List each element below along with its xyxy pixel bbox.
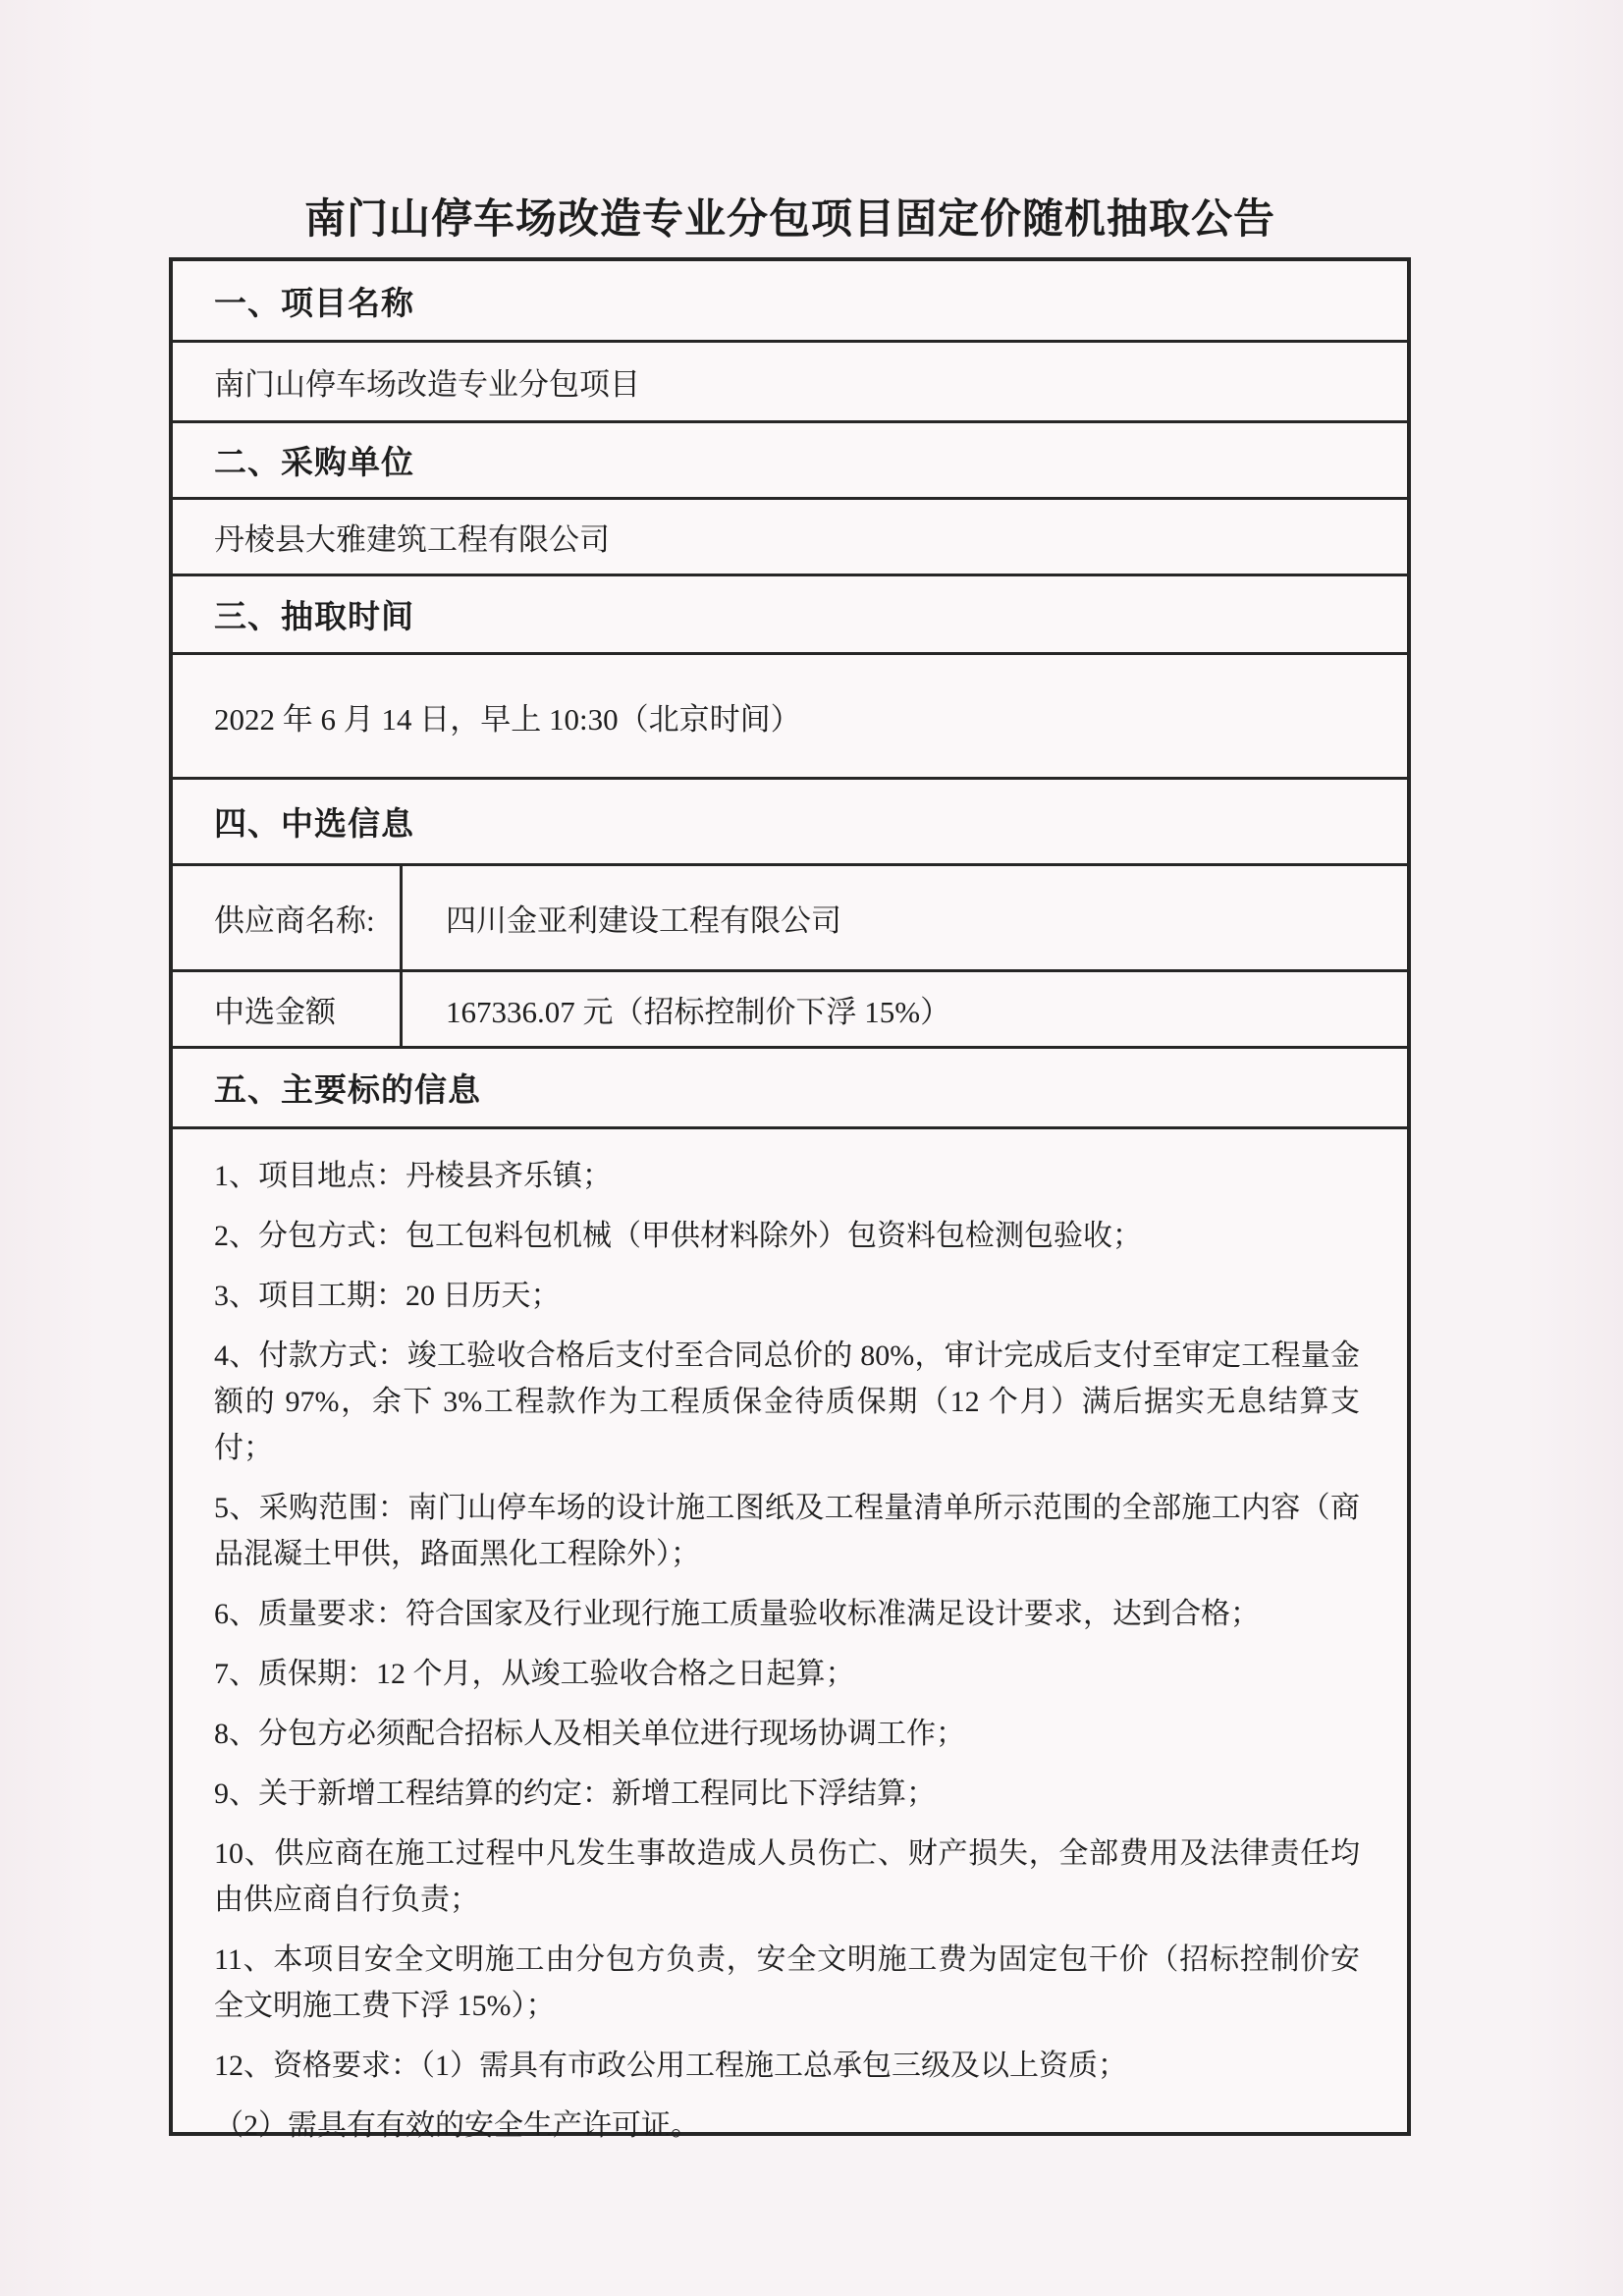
subject-item-5: 5、采购范围：南门山停车场的设计施工图纸及工程量清单所示范围的全部施工内容（商品混凝土甲供，路面黑化工程除外）； [214,1492,1360,1570]
section-2-header-row [173,420,1407,497]
supplier-row [173,863,1407,969]
section-1-content-row [173,340,1407,420]
subject-item-12: 12、资格要求：（1）需具有市政公用工程施工总承包三级及以上资质； [214,2050,1127,2082]
subject-item-9: 9、关于新增工程结算的约定：新增工程同比下浮结算； [214,1777,936,1810]
section-2-content-row [173,497,1407,574]
section-1-header: 一、项目名称 [214,286,414,322]
section-4-header: 四、中选信息 [214,807,414,843]
supplier-value-cell [403,866,1407,969]
supplier-label: 供应商名称: [214,903,375,938]
subject-item-3: 3、项目工期：20 日历天； [214,1280,561,1312]
amount-value-cell [403,972,1407,1046]
page-title: 南门山停车场改造专业分包项目固定价随机抽取公告 [303,197,1275,243]
section-3-header-row [173,574,1407,652]
subject-item-11: 11、本项目安全文明施工由分包方负责，安全文明施工费为固定包干价（招标控制价安全文明施工费下浮 15%）； [214,1943,1360,2022]
subject-item-4: 4、付款方式：竣工验收合格后支付至合同总价的 80%，审计完成后支付至审定工程量金额的 97%，余下 3%工程款作为工程质保金待质保期（12 个月）满后据实无息结算支付； [214,1339,1360,1464]
subject-item-2: 2、分包方式：包工包料包机械（甲供材料除外）包资料包检测包验收； [214,1220,1142,1252]
subject-info-list [173,1126,1407,2142]
supplier-value: 四川金亚利建设工程有限公司 [446,903,841,938]
section-3-header: 三、抽取时间 [214,600,414,635]
section-3-content-row [173,652,1407,777]
section-5-header: 五、主要标的信息 [214,1073,481,1109]
amount-value: 167336.07 元（招标控制价下浮 15%） [446,995,951,1029]
purchaser-value: 丹棱县大雅建筑工程有限公司 [214,522,610,557]
amount-label: 中选金额 [214,995,336,1029]
section-1-header-row [173,261,1407,340]
subject-item-1: 1、项目地点：丹棱县齐乐镇； [214,1160,612,1192]
subject-item-8: 8、分包方必须配合招标人及相关单位进行现场协调工作； [214,1718,965,1750]
section-2-header: 二、采购单位 [214,446,414,481]
notice-table [169,257,1411,2142]
draw-time-value: 2022 年 6 月 14 日，早上 10:30（北京时间） [214,701,801,737]
subject-item-10: 10、供应商在施工过程中凡发生事故造成人员伤亡、财产损失，全部费用及法律责任均由供应商自行负责； [214,1837,1360,1916]
subject-item-12b: （2）需具有有效的安全生产许可证。 [214,2109,700,2142]
amount-row [173,969,1407,1046]
section-4-header-row [173,777,1407,863]
project-name-value: 南门山停车场改造专业分包项目 [214,367,640,402]
subject-item-7: 7、质保期：12 个月，从竣工验收合格之日起算； [214,1658,855,1690]
subject-item-6: 6、质量要求：符合国家及行业现行施工质量验收标准满足设计要求，达到合格； [214,1598,1260,1630]
section-5-header-row [173,1046,1407,1126]
amount-label-cell [173,972,403,1046]
supplier-label-cell [173,866,403,969]
